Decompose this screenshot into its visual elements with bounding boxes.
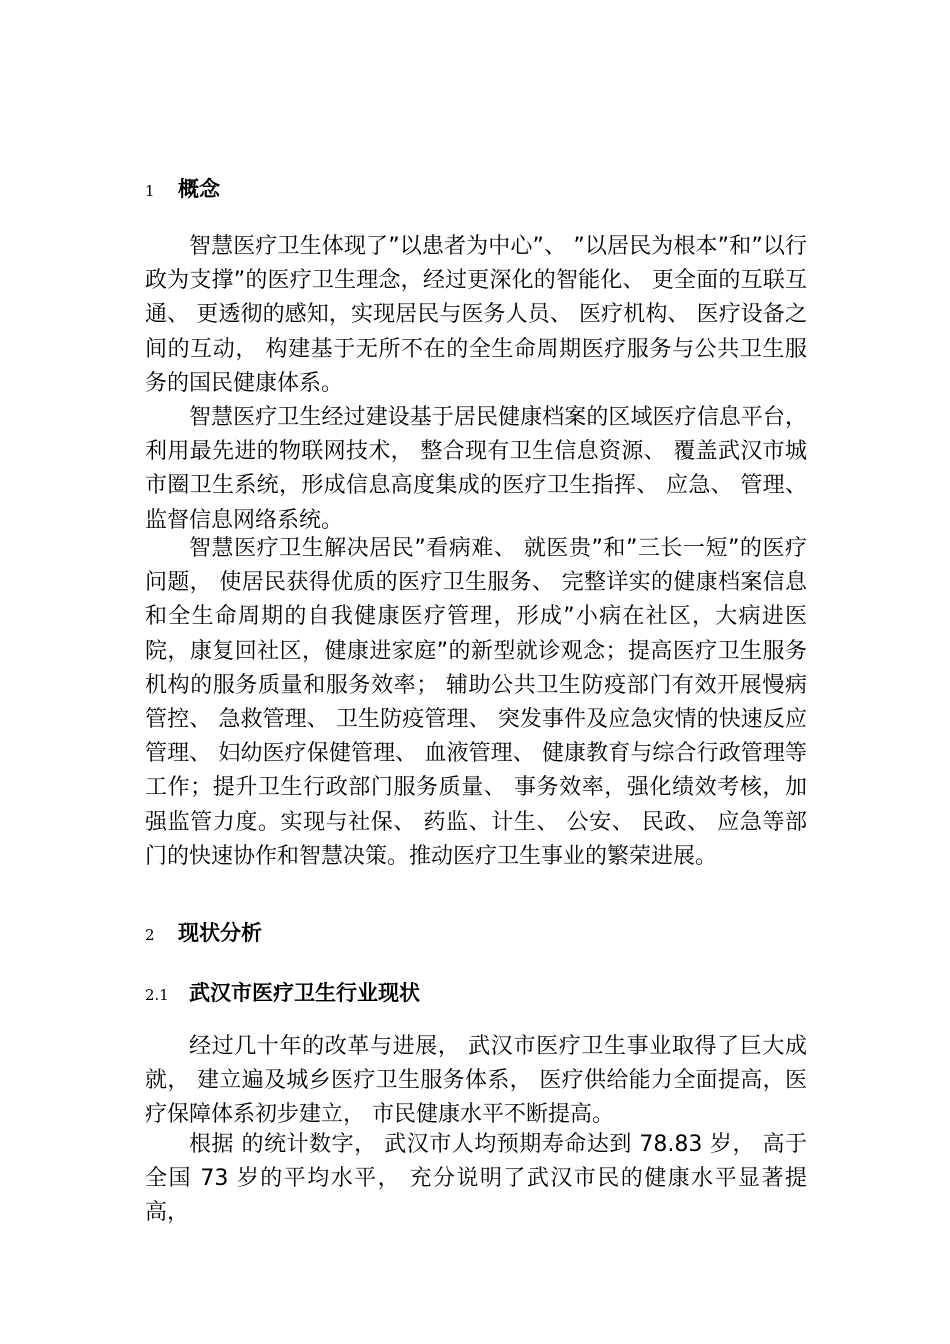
- subsection-number: 2.1: [145, 986, 169, 1004]
- paragraph: 根据 的统计数字， 武汉市人均预期寿命达到 78.83 岁， 高于全国 73 岁的平均水平， 充分说明了武汉市民的健康水平显著提高，: [145, 1132, 807, 1226]
- section-number: 2: [145, 926, 155, 944]
- subsection-heading-wuhan-status: [145, 978, 420, 1010]
- paragraph: 智慧医疗卫生经过建设基于居民健康档案的区域医疗信息平台， 利用最先进的物联网技术， 整合现有卫生信息资源、 覆盖武汉市城市圈卫生系统，形成信息高度集成的医疗卫生指挥、 应急、 管理、 监督信息网络系统。: [145, 405, 807, 533]
- subsection-title: 武汉市医疗卫生行业现状: [189, 981, 420, 1005]
- section-number: 1: [145, 182, 155, 200]
- paragraph: 经过几十年的改革与进展， 武汉市医疗卫生事业取得了巨大成就， 建立遍及城乡医疗卫生服务体系， 医疗供给能力全面提高，医疗保障体系初步建立， 市民健康水平不断提高。: [145, 1034, 807, 1128]
- section-title: 现状分析: [178, 921, 262, 945]
- section-heading-concept: [145, 174, 220, 206]
- paragraph: 智慧医疗卫生解决居民”看病难、 就医贵”和”三长一短”的医疗问题， 使居民获得优质的医疗卫生服务、 完整详实的健康档案信息和全生命周期的自我健康医疗管理，形成”小病在社区，大病进医院，康复回社区，健康进家庭”的新型就诊观念；提高医疗卫生服务机构的服务质量和服务效率； 辅助公共卫生防疫部门有效开展慢病管控、 急救管理、 卫生防疫管理、 突发事件及应急灾情的快速反应管理、 妇幼医疗保健管理、 血液管理、 健康教育与综合行政管理等工作；提升卫生行政部门服务质量、 事务效率，强化绩效考核，加强监管力度。实现与社保、 药监、计生、 公安、 民政、 应急等部门的快速协作和智慧决策。推动医疗卫生事业的繁荣进展。: [145, 536, 807, 869]
- section-heading-status-analysis: [145, 918, 262, 950]
- paragraph: 智慧医疗卫生体现了”以患者为中心”、 ”以居民为根本”和”以行政为支撑”的医疗卫生理念，经过更深化的智能化、 更全面的互联互通、 更透彻的感知，实现居民与医务人员、 医疗机构、 医疗设备之间的互动， 构建基于无所不在的全生命周期医疗服务与公共卫生服务的国民健康体系。: [145, 234, 807, 396]
- section-title: 概念: [178, 177, 220, 201]
